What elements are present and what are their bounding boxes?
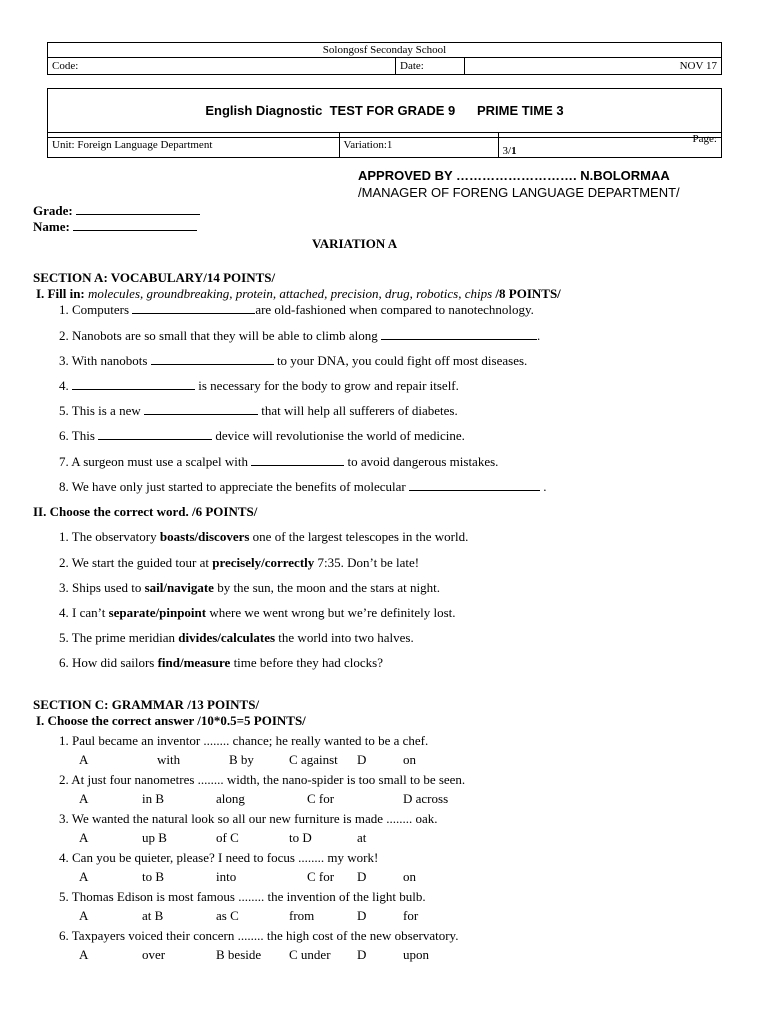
answer-blank[interactable] bbox=[251, 455, 344, 466]
grammar-options-1 bbox=[79, 752, 639, 768]
question-text: This is a new bbox=[71, 403, 141, 418]
option[interactable]: D bbox=[357, 752, 367, 767]
question-text: one of the largest telescopes in the world. bbox=[252, 529, 469, 544]
date-label: Date: bbox=[396, 58, 465, 75]
manager-title: /MANAGER OF FORENG LANGUAGE DEPARTMENT/ bbox=[358, 185, 680, 200]
unit-table bbox=[47, 132, 722, 158]
choose-word-title: II. Choose the correct word. /6 POINTS/ bbox=[33, 504, 258, 519]
fill-in-prefix: I. Fill in: bbox=[36, 286, 85, 301]
option[interactable]: B by bbox=[229, 752, 254, 767]
question-text: the world into two halves. bbox=[278, 630, 414, 645]
answer-blank[interactable] bbox=[72, 379, 195, 390]
question-text: Computers bbox=[72, 302, 130, 317]
page-cell bbox=[498, 133, 721, 158]
question-text: The prime meridian bbox=[71, 630, 176, 645]
grammar-question-2: 2. At just four nanometres ........ width, the nano-spider is too small to be seen. bbox=[59, 772, 466, 787]
choose-question-6 bbox=[59, 655, 383, 671]
grammar-options-4 bbox=[79, 869, 639, 885]
option[interactable]: upon bbox=[403, 947, 429, 962]
test-title-cell bbox=[48, 89, 722, 138]
variation-cell: Variation:1 bbox=[339, 133, 498, 158]
option[interactable]: for bbox=[403, 908, 419, 923]
question-number: 3. bbox=[59, 353, 69, 368]
option[interactable]: as C bbox=[216, 908, 239, 923]
answer-blank[interactable] bbox=[151, 354, 274, 365]
option[interactable]: A bbox=[79, 830, 89, 845]
word-choice[interactable]: boasts/discovers bbox=[159, 529, 250, 544]
option[interactable]: to B bbox=[142, 869, 165, 884]
question-text: to avoid dangerous mistakes. bbox=[347, 454, 499, 469]
question-text: . bbox=[543, 479, 547, 494]
option[interactable]: A bbox=[79, 791, 89, 806]
header-table bbox=[47, 42, 722, 75]
fill-question-4 bbox=[59, 378, 459, 394]
question-number: 5. bbox=[59, 630, 69, 645]
grammar-question-4: 4. Can you be quieter, please? I need to focus ........ my work! bbox=[59, 850, 379, 865]
option[interactable]: C for bbox=[307, 869, 335, 884]
option[interactable]: C for bbox=[307, 791, 335, 806]
question-text: We have only just started to appreciate the benefits of molecular bbox=[71, 479, 406, 494]
grade-blank[interactable] bbox=[76, 204, 200, 215]
option[interactable]: at B bbox=[142, 908, 164, 923]
variation-title: VARIATION A bbox=[312, 236, 398, 251]
question-text: I can’t bbox=[72, 605, 106, 620]
question-text: device will revolutionise the world of medicine. bbox=[215, 428, 465, 443]
question-number: 8. bbox=[59, 479, 69, 494]
grade-label: Grade: bbox=[33, 203, 73, 218]
fill-question-5 bbox=[59, 403, 458, 419]
question-text: This bbox=[71, 428, 95, 443]
question-text: With nanobots bbox=[71, 353, 148, 368]
question-number: 1. bbox=[59, 529, 69, 544]
fill-question-7 bbox=[59, 454, 498, 470]
grammar-instruction: I. Choose the correct answer /10*0.5=5 POINTS/ bbox=[36, 713, 306, 728]
fill-question-8 bbox=[59, 479, 546, 495]
option[interactable]: D bbox=[357, 908, 367, 923]
question-number: 7. bbox=[59, 454, 69, 469]
fill-in-instruction bbox=[36, 286, 561, 302]
choose-question-1 bbox=[59, 529, 468, 545]
date-value: NOV 17 bbox=[465, 58, 722, 75]
option[interactable]: up B bbox=[142, 830, 167, 845]
test-title: English Diagnostic bbox=[205, 102, 323, 118]
grammar-question-1: 1. Paul became an inventor ........ chance; he really wanted to be a chef. bbox=[59, 733, 429, 748]
question-number: 6. bbox=[59, 428, 69, 443]
fill-question-3 bbox=[59, 353, 527, 369]
answer-blank[interactable] bbox=[381, 329, 537, 340]
test-grade: TEST FOR GRADE 9 bbox=[329, 102, 456, 118]
option[interactable]: A bbox=[79, 908, 89, 923]
page-number: 1 bbox=[511, 145, 517, 157]
option[interactable]: into bbox=[216, 869, 237, 884]
question-text: How did sailors bbox=[72, 655, 155, 670]
option[interactable]: in B bbox=[142, 791, 165, 806]
option[interactable]: C under bbox=[289, 947, 331, 962]
fill-question-2 bbox=[59, 328, 540, 344]
word-choice[interactable]: find/measure bbox=[157, 655, 231, 670]
question-text: is necessary for the body to grow and repair itself. bbox=[198, 378, 459, 393]
code-label: Code: bbox=[48, 58, 396, 75]
option[interactable]: D bbox=[357, 947, 367, 962]
question-text: time before they had clocks? bbox=[233, 655, 383, 670]
question-text: to your DNA, you could fight off most diseases. bbox=[276, 353, 528, 368]
answer-blank[interactable] bbox=[409, 480, 540, 491]
question-text: are old-fashioned when compared to nanotechnology. bbox=[255, 302, 534, 317]
option[interactable]: B beside bbox=[216, 947, 262, 962]
word-choice[interactable]: precisely/correctly bbox=[212, 555, 315, 570]
question-text: by the sun, the moon and the stars at night. bbox=[217, 580, 440, 595]
question-text: Nanobots are so small that they will be able to climb along bbox=[72, 328, 378, 343]
section-c-title: SECTION C: GRAMMAR /13 POINTS/ bbox=[33, 697, 260, 712]
option[interactable]: D bbox=[357, 869, 367, 884]
grade-field[interactable] bbox=[33, 203, 200, 219]
option[interactable]: from bbox=[289, 908, 315, 923]
grammar-options-2 bbox=[79, 791, 639, 807]
option[interactable]: along bbox=[216, 791, 245, 806]
title-table bbox=[47, 88, 722, 138]
section-a-title: SECTION A: VOCABULARY/14 POINTS/ bbox=[33, 270, 276, 285]
question-number: 1. bbox=[59, 302, 69, 317]
name-field[interactable] bbox=[33, 219, 197, 235]
question-number: 2. bbox=[59, 328, 69, 343]
option[interactable]: over bbox=[142, 947, 166, 962]
question-text: . bbox=[537, 328, 541, 343]
prime-time: PRIME TIME 3 bbox=[476, 102, 564, 118]
question-number: 3. bbox=[59, 580, 69, 595]
option[interactable]: on bbox=[403, 869, 416, 884]
question-number: 4. bbox=[59, 605, 69, 620]
page-label: Page: 3/ bbox=[502, 133, 717, 157]
question-text: We start the guided tour at bbox=[71, 555, 209, 570]
choose-question-4 bbox=[59, 605, 456, 621]
name-label: Name: bbox=[33, 219, 70, 234]
question-text: 7:35. Don’t be late! bbox=[317, 555, 420, 570]
grammar-options-3 bbox=[79, 830, 639, 846]
option[interactable]: A bbox=[79, 752, 89, 767]
fill-question-1 bbox=[59, 302, 534, 318]
option[interactable]: to D bbox=[289, 830, 312, 845]
question-number: 4. bbox=[59, 378, 69, 393]
grammar-options-6 bbox=[79, 947, 639, 963]
option[interactable]: D across bbox=[403, 791, 449, 806]
question-number: 6. bbox=[59, 655, 69, 670]
word-bank: molecules, groundbreaking, protein, attached, precision, drug, robotics, chips bbox=[88, 286, 493, 301]
question-text: A surgeon must use a scalpel with bbox=[71, 454, 248, 469]
word-choice[interactable]: sail/navigate bbox=[144, 580, 214, 595]
word-choice[interactable]: separate/pinpoint bbox=[108, 605, 207, 620]
fill-question-6 bbox=[59, 428, 465, 444]
name-blank[interactable] bbox=[73, 220, 197, 231]
school-name: Solongosf Seconday School bbox=[48, 43, 722, 58]
option[interactable]: of C bbox=[216, 830, 239, 845]
option[interactable]: with bbox=[157, 752, 181, 767]
question-text: Ships used to bbox=[72, 580, 142, 595]
grammar-question-5: 5. Thomas Edison is most famous ........ the invention of the light bulb. bbox=[59, 889, 426, 904]
fill-in-points: /8 POINTS/ bbox=[495, 286, 561, 301]
question-text: that will help all sufferers of diabetes. bbox=[261, 403, 458, 418]
answer-blank[interactable] bbox=[144, 404, 258, 415]
option[interactable]: at bbox=[357, 830, 367, 845]
question-text: The observatory bbox=[71, 529, 157, 544]
word-choice[interactable]: divides/calculates bbox=[178, 630, 276, 645]
choose-question-5 bbox=[59, 630, 414, 646]
approved-by: APPROVED BY ………………………. N.BOLORMAA bbox=[358, 168, 670, 183]
option[interactable]: A bbox=[79, 869, 89, 884]
grammar-options-5 bbox=[79, 908, 639, 924]
question-number: 5. bbox=[59, 403, 69, 418]
answer-blank[interactable] bbox=[98, 429, 212, 440]
option[interactable]: on bbox=[403, 752, 416, 767]
question-number: 2. bbox=[59, 555, 69, 570]
unit-cell: Unit: Foreign Language Department bbox=[48, 133, 340, 158]
answer-blank[interactable] bbox=[132, 303, 255, 314]
choose-question-3 bbox=[59, 580, 440, 596]
question-text: where we went wrong but we’re definitely lost. bbox=[209, 605, 456, 620]
grammar-question-6: 6. Taxpayers voiced their concern ........ the high cost of the new observatory. bbox=[59, 928, 459, 943]
choose-question-2 bbox=[59, 555, 419, 571]
grammar-question-3: 3. We wanted the natural look so all our new furniture is made ........ oak. bbox=[59, 811, 438, 826]
option[interactable]: A bbox=[79, 947, 89, 962]
option[interactable]: C against bbox=[289, 752, 338, 767]
